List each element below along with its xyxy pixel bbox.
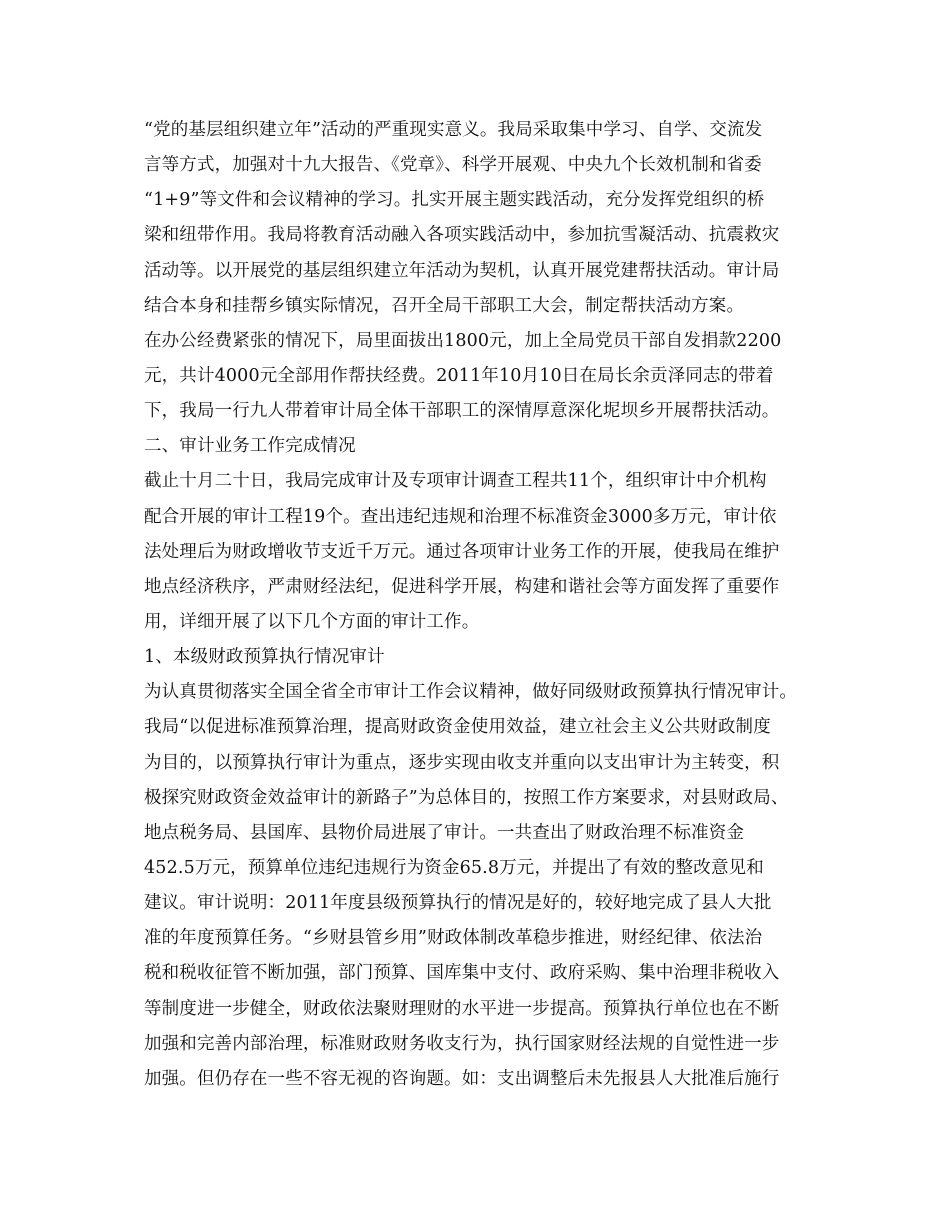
text-line: 极探究财政资金效益审计的新路子”为总体目的，按照工作方案要求，对县财政局、 [144, 787, 789, 808]
text-line: “1+9”等文件和会议精神的学习。扎实开展主题实践活动，充分发挥党组织的桥 [144, 190, 765, 211]
text-line: 截止十月二十日，我局完成审计及专项审计调查工程共11个，组织审计中介机构 [144, 471, 767, 492]
text-line: 配合开展的审计工程19个。查出违纪违规和治理不标准资金3000多万元，审计依 [144, 506, 777, 527]
text-line: 地点经济秩序，严肃财经法纪，促进科学开展，构建和谐社会等方面发挥了重要作 [144, 576, 780, 597]
text-line: “党的基层组织建立年”活动的严重现实意义。我局采取集中学习、自学、交流发 [144, 120, 763, 140]
text-line: 地点税务局、县国库、县物价局进展了审计。一共查出了财政治理不标准资金 [144, 822, 745, 843]
text-line: 加强和完善内部治理，标准财政财务收支行为，执行国家财经法规的自觉性进一步 [144, 1033, 780, 1054]
section-heading: 二、审计业务工作完成情况 [144, 436, 356, 457]
text-line: 在办公经费紧张的情况下，局里面拔出1800元，加上全局党员干部自发捐款2200 [144, 330, 782, 351]
text-line: 为目的，以预算执行审计为重点，逐步实现由收支并重向以支出审计为主转变，积 [144, 752, 780, 773]
text-line: 活动等。以开展党的基层组织建立年活动为契机，认真开展党建帮扶活动。审计局 [144, 260, 780, 281]
subsection-heading: 1、本级财政预算执行情况审计 [144, 647, 385, 668]
text-line: 用，详细开展了以下几个方面的审计工作。 [144, 611, 480, 632]
text-line: 建议。审计说明：2011年度县级预算执行的情况是好的，较好地完成了县人大批 [144, 893, 772, 914]
text-line: 等制度进一步健全，财政依法聚财理财的水平进一步提高。预算执行单位也在不断 [144, 998, 780, 1019]
text-line: 准的年度预算任务。“乡财县管乡用”财政体制改革稳步推进，财经纪律、依法治 [144, 928, 763, 949]
text-line: 结合本身和挂帮乡镇实际情况，召开全局干部职工大会，制定帮扶活动方案。 [144, 295, 745, 316]
text-line: 税和税收征管不断加强，部门预算、国库集中支付、政府采购、集中治理非税收入 [144, 963, 780, 984]
text-line: 下，我局一行九人带着审计局全体干部职工的深情厚意深化坭坝乡开展帮扶活动。 [144, 401, 780, 422]
text-line: 梁和纽带作用。我局将教育活动融入各项实践活动中，参加抗雪凝活动、抗震救灾 [144, 225, 780, 246]
text-line: 452.5万元，预算单位违纪违规行为资金65.8万元，并提出了有效的整改意见和 [144, 857, 764, 878]
text-line: 加强。但仍存在一些不容无视的咨询题。如：支出调整后未先报县人大批准后施行 [144, 1068, 780, 1089]
text-line: 元，共计4000元全部用作帮扶经费。2011年10月10日在局长余贡泽同志的带着 [144, 365, 774, 386]
document-body [144, 113, 824, 1097]
text-line: 言等方式，加强对十九大报告、《党章》、科学开展观、中央九个长效机制和省委 [144, 155, 762, 176]
text-line: 我局“以促进标准预算治理，提高财政资金使用效益，建立社会主义公共财政制度 [144, 717, 771, 738]
text-line: 法处理后为财政增收节支近千万元。通过各项审计业务工作的开展，使我局在维护 [144, 541, 780, 562]
text-line: 为认真贯彻落实全国全省全市审计工作会议精神，做好同级财政预算执行情况审计。 [144, 682, 798, 703]
